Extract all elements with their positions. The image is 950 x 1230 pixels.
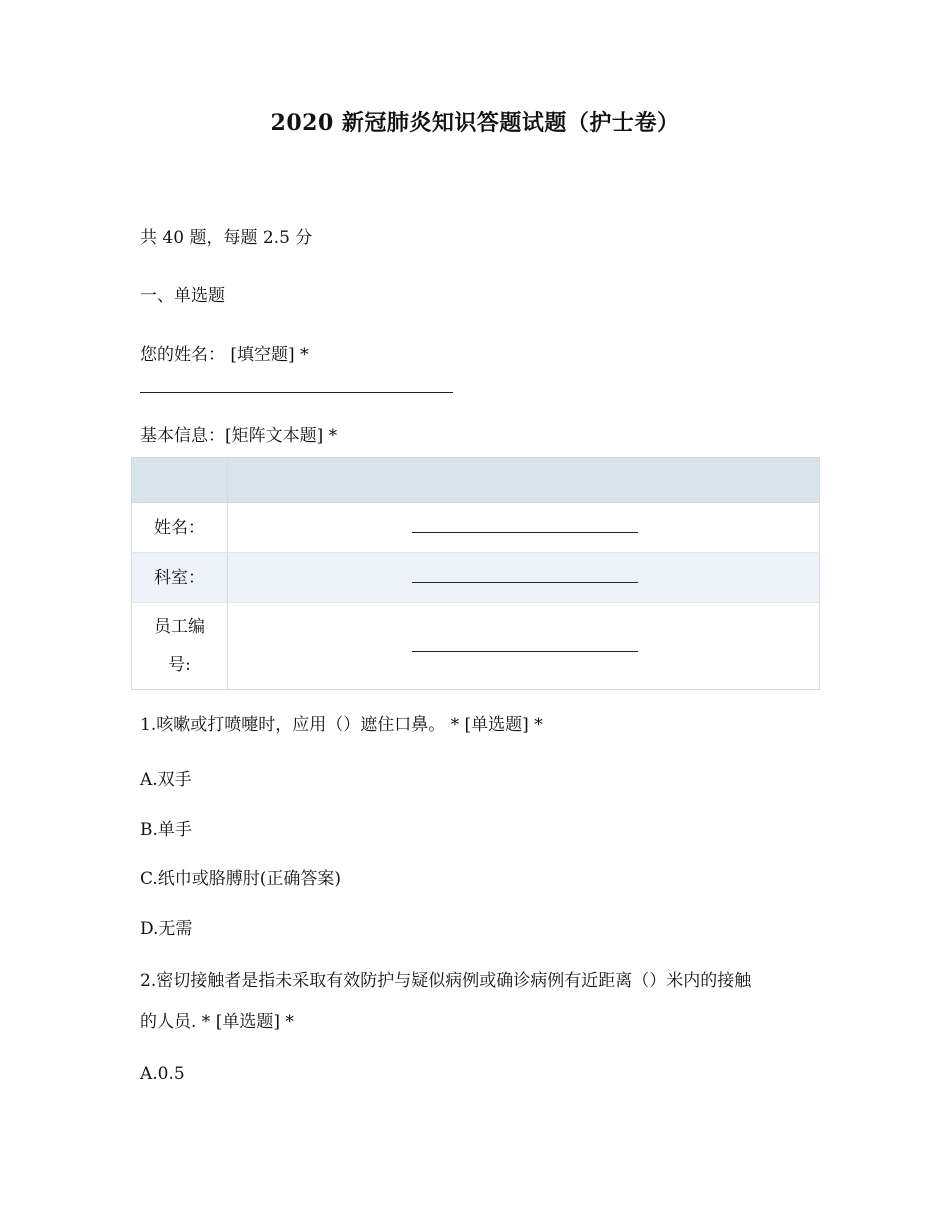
matrix-answer-blank[interactable] (412, 532, 638, 533)
matrix-header-value-cell (228, 458, 820, 503)
matrix-row-label-text: 号: (168, 655, 191, 675)
question-1: 1.咳嗽或打喷嚏时，应用（）遮住口鼻。 * [单选题] * (140, 715, 543, 735)
matrix-row-label-text: 姓名： (154, 517, 205, 538)
matrix-row (132, 553, 820, 603)
matrix-row-label-text: 员工编 (154, 617, 205, 637)
document-title: 2020 新冠肺炎知识答题试题（护士卷） (270, 110, 680, 136)
matrix-header-row (132, 458, 820, 503)
basic-info-question: 基本信息：[矩阵文本题] * (140, 426, 338, 446)
option-d[interactable]: D.无需 (140, 919, 193, 939)
matrix-row-label-text: 科室： (154, 567, 205, 588)
matrix-answer-blank[interactable] (412, 651, 638, 652)
option-a[interactable]: A.双手 (140, 770, 192, 790)
option-b[interactable]: B.单手 (140, 820, 192, 840)
matrix-row-label (132, 553, 228, 603)
matrix-row (132, 503, 820, 553)
section-heading: 一、单选题 (140, 286, 225, 306)
matrix-row-value[interactable] (228, 603, 820, 690)
matrix-row-value[interactable] (228, 553, 820, 603)
matrix-row-value[interactable] (228, 503, 820, 553)
matrix-header-label-cell (132, 458, 228, 503)
name-answer-blank[interactable] (140, 392, 453, 393)
matrix-answer-blank[interactable] (412, 582, 638, 583)
question-2-line-2: 的人员. * [单选题] * (140, 1012, 294, 1032)
basic-info-matrix (131, 457, 820, 690)
exam-intro: 共 40 题，每题 2.5 分 (140, 228, 313, 248)
matrix-row-label (132, 603, 228, 690)
matrix-row-label (132, 503, 228, 553)
matrix-row (132, 603, 820, 690)
option-a[interactable]: A.0.5 (140, 1064, 185, 1084)
name-question: 您的姓名： [填空题] * (140, 345, 309, 365)
option-c[interactable]: C.纸巾或胳膊肘(正确答案) (140, 869, 342, 889)
question-2-line-1: 2.密切接触者是指未采取有效防护与疑似病例或确诊病例有近距离（）米内的接触 (140, 971, 752, 991)
